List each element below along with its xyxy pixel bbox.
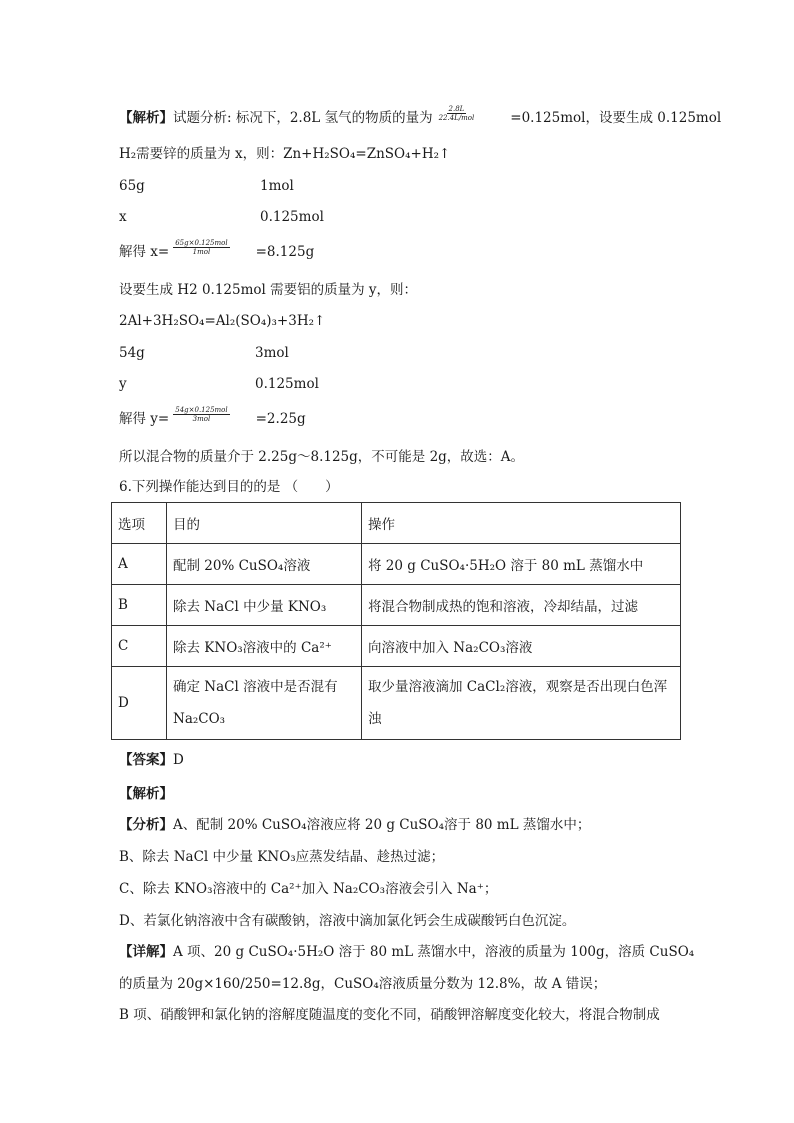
analysis-heading: 【解析】 (119, 786, 173, 802)
table-cell: 将 20 g CuSO₄·5H₂O 溶于 80 mL 蒸馏水中 (362, 544, 681, 585)
al-row-2-mol: 0.125mol (255, 376, 319, 392)
al-solve-line (119, 406, 306, 428)
table-row (112, 544, 681, 585)
table-cell: 取少量溶液滴加 CaCl₂溶液，观察是否出现白色浑浊 (362, 667, 681, 740)
answer-value: D (173, 752, 184, 768)
al-equation-line: 2Al+3H₂SO₄=Al₂(SO₄)₃+3H₂↑ (119, 313, 326, 329)
table-row (112, 667, 681, 740)
xiangjie-label: 【详解】 (119, 944, 173, 960)
zinc-row-2-mol: 0.125mol (260, 209, 324, 225)
conclusion-line: 所以混合物的质量介于 2.25g～8.125g，不可能是 2g，故选：A。 (119, 449, 525, 465)
zinc-solve-line (119, 239, 315, 261)
question-6: 6.下列操作能达到目的的是 （ ） (119, 479, 339, 495)
table-row (112, 585, 681, 626)
zinc-equation-line: H₂需要锌的质量为 x，则：Zn+H₂SO₄=ZnSO₄+H₂↑ (119, 146, 451, 162)
zinc-fraction: $\frac{\text{65g×0.125mol}}{\text{1mol}}$ (175, 239, 228, 256)
table-cell: 确定 NaCl 溶液中是否混有 Na₂CO₃ (167, 667, 362, 740)
xiangjie-line-2: 的质量为 20g×160/250=12.8g，CuSO₄溶液质量分数为 12.8%，故 A 错误； (119, 976, 607, 992)
al-row-1-mol: 3mol (255, 345, 289, 361)
options-table (111, 502, 681, 740)
al-result: =2.25g (255, 411, 306, 427)
moles-fraction: $\frac{2.8L}{\text{22.4L/mol}}$ (438, 105, 475, 122)
xiangjie-text-1: A 项、20 g CuSO₄·5H₂O 溶于 80 mL 蒸馏水中，溶液的质量为 100g，溶质 CuSO₄ (173, 944, 695, 960)
al-solve-label: 解得 y= (119, 411, 170, 427)
al-row-1-mass: 54g (119, 345, 145, 361)
al-fraction: $\frac{\text{54g×0.125mol}}{\text{3mol}}$ (175, 406, 228, 423)
table-cell: 配制 20% CuSO₄溶液 (167, 544, 362, 585)
table-cell: 除去 KNO₃溶液中的 Ca²⁺ (167, 626, 362, 667)
table-header: 目的 (167, 503, 362, 544)
al-intro-line: 设要生成 H2 0.125mol 需要铝的质量为 y，则： (119, 282, 418, 298)
fenxi-line-d: D、若氯化钠溶液中含有碳酸钠，溶液中滴加氯化钙会生成碳酸钙白色沉淀。 (119, 913, 576, 929)
table-cell: B (112, 585, 167, 626)
fenxi-line-a (119, 816, 590, 834)
analysis-text-b: =0.125mol，设要生成 0.125mol (510, 110, 722, 126)
table-cell: 向溶液中加入 Na₂CO₃溶液 (362, 626, 681, 667)
zinc-row-2-var: x (119, 209, 127, 225)
fenxi-line-b: B、除去 NaCl 中少量 KNO₃应蒸发结晶、趁热过滤； (119, 849, 445, 865)
table-cell: A (112, 544, 167, 585)
answer-line (119, 751, 184, 769)
analysis-line-1 (119, 105, 722, 127)
analysis-text-a: 试题分析: 标况下，2.8L 氢气的物质的量为 (173, 110, 433, 126)
table-cell: 除去 NaCl 中少量 KNO₃ (167, 585, 362, 626)
zinc-solve-label: 解得 x= (119, 244, 170, 260)
answer-label: 【答案】 (119, 752, 173, 768)
fenxi-line-c: C、除去 KNO₃溶液中的 Ca²⁺加入 Na₂CO₃溶液会引入 Na⁺； (119, 881, 498, 897)
table-header-row (112, 503, 681, 544)
fenxi-a: A、配制 20% CuSO₄溶液应将 20 g CuSO₄溶于 80 mL 蒸馏水中； (173, 817, 591, 833)
table-cell: 将混合物制成热的饱和溶液，冷却结晶，过滤 (362, 585, 681, 626)
al-row-2-var: y (119, 376, 127, 392)
table-cell: D (112, 667, 167, 740)
table-header: 操作 (362, 503, 681, 544)
table-row (112, 626, 681, 667)
zinc-row-1-mass: 65g (119, 178, 145, 194)
xiangjie-line-3: B 项、硝酸钾和氯化钠的溶解度随温度的变化不同，硝酸钾溶解度变化较大，将混合物制成 (119, 1007, 660, 1023)
zinc-result: =8.125g (255, 244, 315, 260)
table-cell: C (112, 626, 167, 667)
zinc-row-1-mol: 1mol (260, 178, 294, 194)
xiangjie-line-1 (119, 943, 694, 961)
fenxi-label: 【分析】 (119, 817, 173, 833)
table-header: 选项 (112, 503, 167, 544)
analysis-label: 【解析】 (119, 110, 173, 126)
